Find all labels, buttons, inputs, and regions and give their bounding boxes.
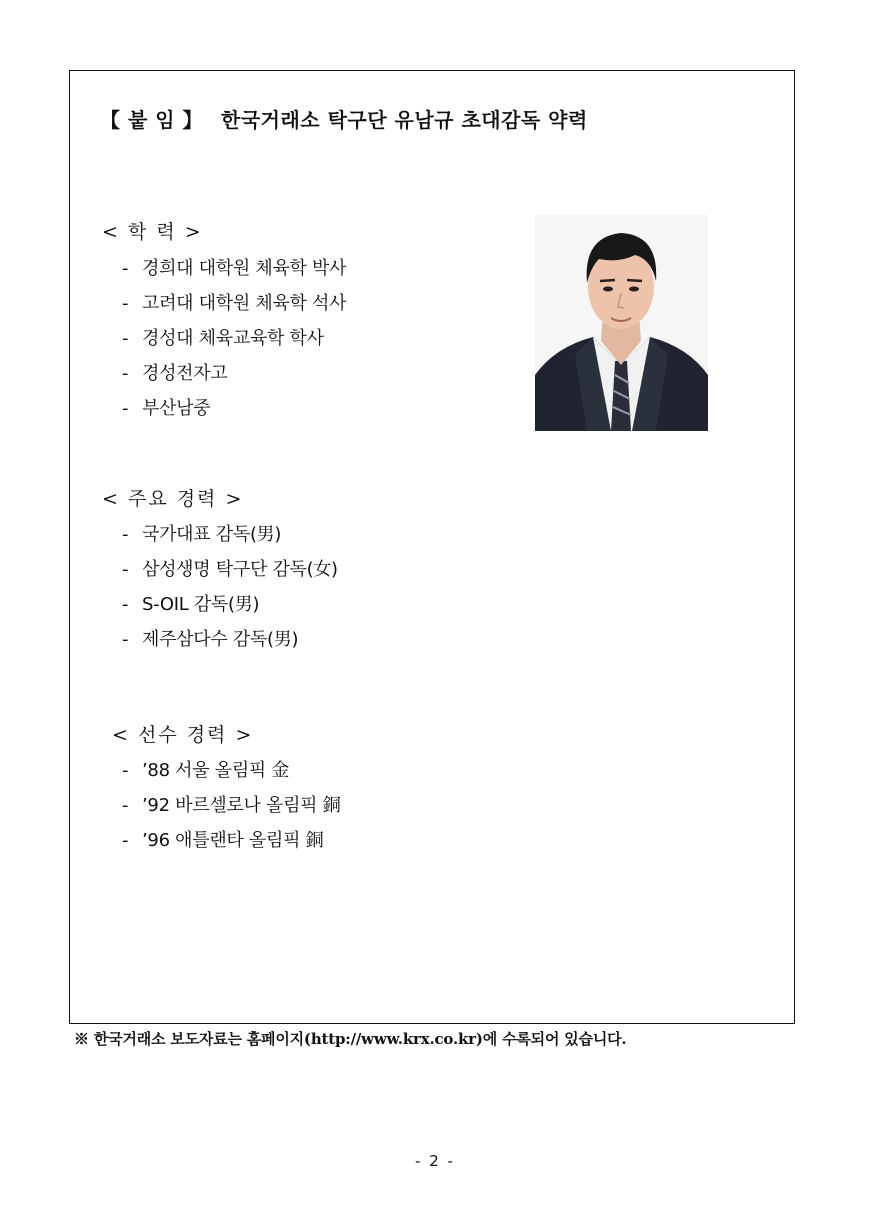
career-item: - 제주삼다수 감독(男) <box>122 629 299 650</box>
career-heading: < 주요 경력 > <box>102 488 244 510</box>
player-career-item: - ’92 바르셀로나 올림픽 銅 <box>122 795 341 816</box>
player-career-heading: < 선수 경력 > <box>112 724 254 746</box>
career-item: - S-OIL 감독(男) <box>122 594 260 615</box>
player-career-item: - ’96 애틀랜타 올림픽 銅 <box>122 830 324 851</box>
player-career-item: - ’88 서울 올림픽 金 <box>122 760 290 781</box>
career-item: - 국가대표 감독(男) <box>122 524 282 545</box>
career-item: - 삼성생명 탁구단 감독(女) <box>122 559 338 580</box>
title-text: 한국거래소 탁구단 유남규 초대감독 약력 <box>221 108 588 132</box>
education-item: - 경성대 체육교육학 학사 <box>122 328 324 349</box>
content-frame <box>69 70 795 1024</box>
education-item: - 경희대 대학원 체육학 박사 <box>122 258 347 279</box>
education-item: - 부산남중 <box>122 398 211 419</box>
education-heading: < 학 력 > <box>102 221 203 243</box>
attachment-tag: 【 붙 임 】 <box>100 108 204 132</box>
education-item: - 고려대 대학원 체육학 석사 <box>122 293 347 314</box>
education-item: - 경성전자고 <box>122 363 228 384</box>
page-title <box>100 104 588 133</box>
footnote: ※ 한국거래소 보도자료는 홈페이지(http://www.krx.co.kr)에 수록되어 있습니다. <box>74 1030 627 1048</box>
page-number: - 2 - <box>415 1152 455 1170</box>
portrait-photo <box>535 215 708 431</box>
